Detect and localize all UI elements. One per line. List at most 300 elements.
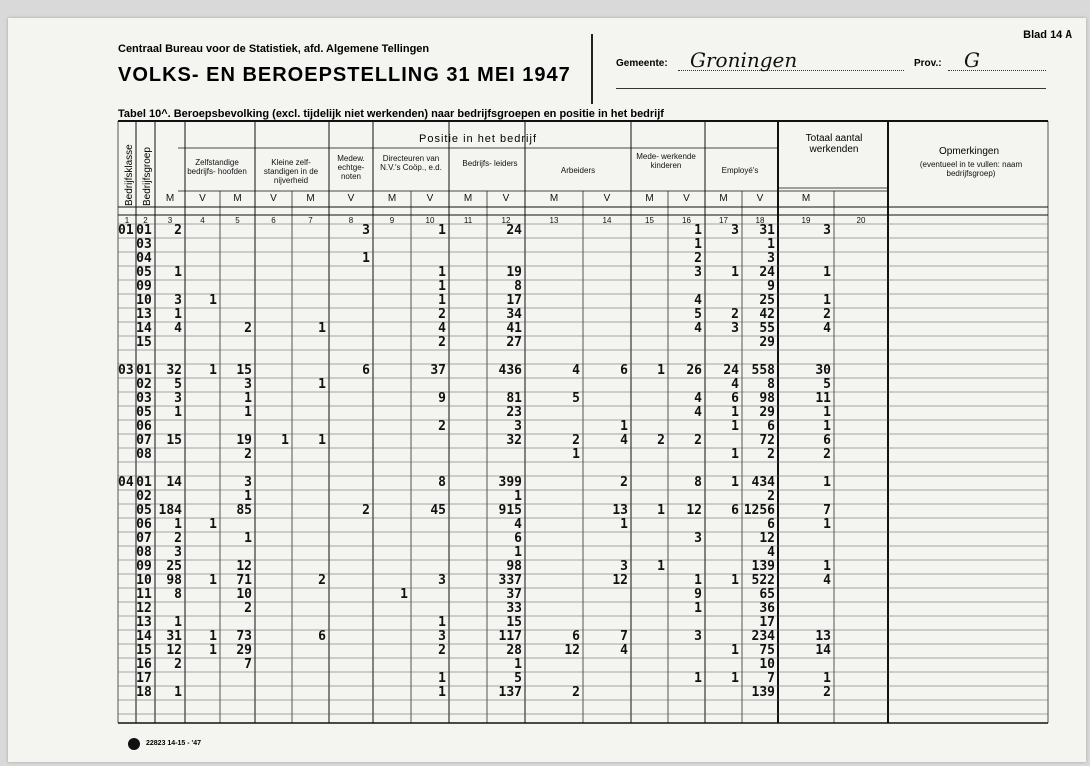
value-cell: 10 — [236, 587, 252, 602]
column-number: 9 — [389, 216, 395, 225]
value-cell: 2 — [174, 531, 182, 546]
value-cell: 1 — [318, 321, 326, 336]
bedrijfsgroep-cell: 05 — [136, 265, 152, 280]
value-cell: 7 — [823, 503, 831, 518]
header-m: M — [645, 193, 654, 204]
value-cell: 41 — [506, 321, 522, 336]
value-cell: 1 — [281, 433, 289, 448]
column-number: 17 — [719, 216, 728, 225]
value-cell: 4 — [694, 405, 702, 420]
value-cell: 1 — [731, 265, 739, 280]
column-number: 13 — [549, 216, 559, 225]
value-cell: 1 — [767, 237, 775, 252]
value-cell: 25 — [166, 559, 182, 574]
zelfstandige-header: Zelfstandige bedrijfs- hoofden — [187, 158, 247, 176]
value-cell: 73 — [236, 629, 252, 644]
value-cell: 4 — [174, 321, 182, 336]
value-cell: 1 — [209, 363, 217, 378]
value-cell: 6 — [362, 363, 370, 378]
value-cell: 3 — [823, 223, 831, 238]
column-number: 12 — [501, 216, 511, 225]
value-cell: 1 — [731, 643, 739, 658]
opmerkingen-header: Opmerkingen — [938, 146, 1000, 157]
value-cell: 1 — [657, 363, 665, 378]
header-m: M — [387, 193, 397, 204]
value-cell: 2 — [438, 643, 446, 658]
value-cell: 2 — [620, 475, 628, 490]
value-cell: 2 — [244, 321, 252, 336]
value-cell: 1 — [438, 615, 446, 630]
value-cell: 2 — [731, 307, 739, 322]
value-cell: 71 — [236, 573, 252, 588]
value-cell: 26 — [686, 363, 702, 378]
value-cell: 4 — [823, 321, 831, 336]
value-cell: 3 — [694, 629, 702, 644]
value-cell: 139 — [751, 685, 775, 700]
value-cell: 6 — [823, 433, 831, 448]
value-cell: 19 — [506, 265, 522, 280]
value-cell: 3 — [362, 223, 370, 238]
value-cell: 2 — [572, 685, 580, 700]
table-title: Tabel 10^. Beroepsbevolking (excl. tijdelijk niet werkenden) naar bedrijfsgroepen en positie in het bedrijf — [118, 108, 664, 120]
value-cell: 1 — [244, 391, 252, 406]
value-cell: 1 — [694, 573, 702, 588]
bedrijfsgroep-cell: 13 — [136, 615, 152, 630]
value-cell: 1 — [657, 559, 665, 574]
value-cell: 32 — [506, 433, 522, 448]
value-cell: 6 — [572, 629, 580, 644]
bedrijfsgroep-cell: 12 — [136, 601, 152, 616]
totaal-header: Totaal aantal werkenden — [805, 133, 863, 155]
value-cell: 1 — [694, 601, 702, 616]
value-cell: 98 — [759, 391, 775, 406]
value-cell: 15 — [236, 363, 252, 378]
value-cell: 31 — [759, 223, 775, 238]
column-number: 6 — [271, 216, 276, 225]
value-cell: 1 — [174, 615, 182, 630]
column-number: 15 — [645, 216, 654, 225]
value-cell: 31 — [166, 629, 182, 644]
header-m: M — [165, 193, 175, 204]
value-cell: 9 — [438, 391, 446, 406]
value-cell: 65 — [759, 587, 775, 602]
value-cell: 2 — [823, 685, 831, 700]
positie-header: Positie in het bedrijf — [419, 133, 537, 145]
value-cell: 522 — [751, 573, 775, 588]
value-cell: 3 — [174, 293, 182, 308]
value-cell: 14 — [815, 643, 831, 658]
value-cell: 17 — [506, 293, 522, 308]
value-cell: 2 — [174, 223, 182, 238]
value-cell: 3 — [694, 265, 702, 280]
value-cell: 3 — [244, 377, 252, 392]
column-number: 20 — [856, 216, 866, 225]
value-cell: 1 — [731, 419, 739, 434]
value-cell: 1 — [209, 643, 217, 658]
bedrijfsgroep-cell: 08 — [136, 545, 152, 560]
value-cell: 24 — [759, 265, 775, 280]
value-cell: 139 — [751, 559, 775, 574]
printer-logo-icon — [128, 738, 140, 750]
value-cell: 1 — [694, 223, 702, 238]
bedrijfsgroep-cell: 06 — [136, 419, 152, 434]
value-cell: 1 — [244, 531, 252, 546]
bedrijfsgroep-cell: 03 — [136, 237, 152, 252]
value-cell: 11 — [815, 391, 831, 406]
value-cell: 55 — [759, 321, 775, 336]
value-cell: 1 — [572, 447, 580, 462]
value-cell: 558 — [751, 363, 775, 378]
page-number-label: Blad 14 — [1023, 29, 1063, 41]
value-cell: 12 — [686, 503, 702, 518]
value-cell: 28 — [506, 643, 522, 658]
column-number: 2 — [143, 216, 148, 225]
arbeiders-header: Arbeiders — [560, 166, 596, 175]
value-cell: 8 — [514, 279, 522, 294]
value-cell: 1 — [244, 489, 252, 504]
column-number: 19 — [801, 216, 811, 225]
value-cell: 29 — [759, 405, 775, 420]
value-cell: 1 — [694, 671, 702, 686]
value-cell: 85 — [236, 503, 252, 518]
column-number: 1 — [124, 216, 130, 225]
value-cell: 1 — [438, 223, 446, 238]
column-number: 10 — [425, 216, 435, 225]
bedrijfsleiders-header: Bedrijfs- leiders — [462, 159, 518, 168]
value-cell: 4 — [694, 321, 702, 336]
value-cell: 1 — [174, 685, 182, 700]
bedrijfsgroep-cell: 01 — [136, 223, 152, 238]
value-cell: 1 — [438, 293, 446, 308]
gemeente-value: Groningen — [690, 48, 798, 72]
header-m: M — [233, 193, 242, 204]
value-cell: 3 — [694, 531, 702, 546]
bedrijfsklasse-cell: 03 — [118, 363, 134, 378]
value-cell: 1 — [209, 517, 217, 532]
prov-value: G — [964, 48, 980, 72]
value-cell: 98 — [506, 559, 522, 574]
bedrijfsgroep-cell: 06 — [136, 517, 152, 532]
value-cell: 1 — [362, 251, 370, 266]
value-cell: 24 — [723, 363, 739, 378]
column-number: 14 — [602, 216, 612, 225]
census-title: VOLKS- EN BEROEPSTELLING 31 MEI 1947 — [118, 64, 571, 86]
value-cell: 24 — [506, 223, 522, 238]
value-cell: 1 — [438, 265, 446, 280]
header-m: M — [719, 193, 728, 204]
value-cell: 42 — [759, 307, 775, 322]
opmerkingen-subheader: (eventueel in te vullen: naam bedrijfsgroep) — [919, 160, 1023, 178]
value-cell: 3 — [244, 475, 252, 490]
value-cell: 23 — [506, 405, 522, 420]
column-number: 5 — [235, 216, 240, 225]
value-cell: 1 — [694, 237, 702, 252]
header-v: V — [270, 193, 277, 204]
value-cell: 2 — [438, 307, 446, 322]
value-cell: 4 — [620, 433, 628, 448]
value-cell: 12 — [564, 643, 580, 658]
value-cell: 32 — [166, 363, 182, 378]
value-cell: 5 — [572, 391, 580, 406]
kleine-header: Kleine zelf- standigen in de nijverheid — [263, 158, 319, 185]
value-cell: 1 — [174, 265, 182, 280]
value-cell: 434 — [751, 475, 775, 490]
value-cell: 137 — [498, 685, 522, 700]
value-cell: 2 — [362, 503, 370, 518]
bedrijfsgroep-cell: 16 — [136, 657, 152, 672]
header-m: M — [306, 193, 315, 204]
value-cell: 1 — [514, 657, 522, 672]
value-cell: 1 — [823, 671, 831, 686]
page-number-suffix: A — [1065, 28, 1072, 41]
value-cell: 8 — [767, 377, 775, 392]
value-cell: 6 — [731, 503, 739, 518]
value-cell: 2 — [174, 657, 182, 672]
bedrijfsgroep-cell: 07 — [136, 433, 152, 448]
bedrijfsgroep-header: Bedrijfsgroep — [142, 147, 153, 206]
value-cell: 3 — [731, 321, 739, 336]
bedrijfsgroep-cell: 17 — [136, 671, 152, 686]
medewerkende-header: Mede- werkende kinderen — [636, 152, 696, 170]
value-cell: 1 — [620, 517, 628, 532]
value-cell: 6 — [767, 419, 775, 434]
value-cell: 6 — [318, 629, 326, 644]
footer-code: 22823 14-15 - '47 — [146, 740, 201, 747]
bedrijfsgroep-cell: 09 — [136, 559, 152, 574]
value-cell: 10 — [759, 657, 775, 672]
bedrijfsgroep-cell: 07 — [136, 531, 152, 546]
value-cell: 2 — [767, 489, 775, 504]
value-cell: 1 — [209, 573, 217, 588]
value-cell: 3 — [514, 419, 522, 434]
value-cell: 1 — [823, 559, 831, 574]
bedrijfsgroep-cell: 01 — [136, 475, 152, 490]
value-cell: 15 — [166, 433, 182, 448]
bedrijfsklasse-cell: 04 — [118, 475, 134, 490]
value-cell: 5 — [174, 377, 182, 392]
bedrijfsgroep-cell: 05 — [136, 503, 152, 518]
bureau-title: Centraal Bureau voor de Statistiek, afd. Algemene Tellingen — [118, 43, 430, 55]
value-cell: 1 — [731, 475, 739, 490]
bedrijfsgroep-cell: 15 — [136, 335, 152, 350]
value-cell: 8 — [694, 475, 702, 490]
value-cell: 1 — [244, 405, 252, 420]
value-cell: 2 — [657, 433, 665, 448]
header-v: V — [603, 193, 611, 204]
value-cell: 13 — [612, 503, 628, 518]
value-cell: 37 — [506, 587, 522, 602]
value-cell: 45 — [430, 503, 446, 518]
value-cell: 30 — [815, 363, 831, 378]
value-cell: 399 — [498, 475, 522, 490]
value-cell: 98 — [166, 573, 182, 588]
bedrijfsgroep-cell: 01 — [136, 363, 152, 378]
value-cell: 1 — [823, 419, 831, 434]
value-cell: 184 — [158, 503, 182, 518]
value-cell: 19 — [236, 433, 252, 448]
value-cell: 3 — [731, 223, 739, 238]
bedrijfsgroep-cell: 14 — [136, 629, 152, 644]
value-cell: 6 — [620, 363, 628, 378]
value-cell: 13 — [815, 629, 831, 644]
header-m: M — [801, 193, 811, 204]
value-cell: 2 — [318, 573, 326, 588]
value-cell: 1 — [731, 671, 739, 686]
value-cell: 8 — [438, 475, 446, 490]
header-m: M — [463, 193, 473, 204]
value-cell: 234 — [751, 629, 775, 644]
value-cell: 5 — [514, 671, 522, 686]
value-cell: 2 — [694, 251, 702, 266]
column-number: 7 — [308, 216, 313, 225]
value-cell: 5 — [694, 307, 702, 322]
column-number: 3 — [167, 216, 173, 225]
value-cell: 2 — [823, 447, 831, 462]
value-cell: 3 — [438, 573, 446, 588]
value-cell: 1 — [318, 433, 326, 448]
value-cell: 37 — [430, 363, 446, 378]
header-v: V — [199, 193, 206, 204]
value-cell: 6 — [731, 391, 739, 406]
value-cell: 1 — [400, 587, 408, 602]
value-cell: 4 — [767, 545, 775, 560]
bedrijfsgroep-cell: 11 — [136, 587, 152, 602]
value-cell: 9 — [767, 279, 775, 294]
value-cell: 2 — [572, 433, 580, 448]
bedrijfsklasse-cell: 01 — [118, 223, 134, 238]
bedrijfsgroep-cell: 05 — [136, 405, 152, 420]
value-cell: 12 — [612, 573, 628, 588]
bedrijfsgroep-cell: 08 — [136, 447, 152, 462]
column-number: 8 — [348, 216, 354, 225]
value-cell: 2 — [244, 447, 252, 462]
value-cell: 337 — [498, 573, 522, 588]
value-cell: 1 — [174, 517, 182, 532]
employes-header: Employé's — [721, 166, 759, 175]
value-cell: 1 — [823, 265, 831, 280]
value-cell: 3 — [438, 629, 446, 644]
value-cell: 4 — [514, 517, 522, 532]
value-cell: 3 — [174, 545, 182, 560]
census-sheet — [8, 18, 1086, 762]
value-cell: 2 — [694, 433, 702, 448]
value-cell: 72 — [759, 433, 775, 448]
bedrijfsgroep-cell: 04 — [136, 251, 152, 266]
value-cell: 4 — [438, 321, 446, 336]
bedrijfsgroep-cell: 02 — [136, 489, 152, 504]
value-cell: 5 — [823, 377, 831, 392]
value-cell: 915 — [498, 503, 522, 518]
value-cell: 4 — [823, 573, 831, 588]
value-cell: 3 — [174, 391, 182, 406]
bedrijfsgroep-cell: 03 — [136, 391, 152, 406]
prov-label: Prov.: — [914, 58, 942, 69]
value-cell: 1 — [731, 405, 739, 420]
bedrijfsgroep-cell: 10 — [136, 293, 152, 308]
value-cell: 25 — [759, 293, 775, 308]
value-cell: 1 — [438, 671, 446, 686]
value-cell: 1 — [620, 419, 628, 434]
bedrijfsgroep-cell: 13 — [136, 307, 152, 322]
value-cell: 6 — [514, 531, 522, 546]
value-cell: 7 — [244, 657, 252, 672]
bedrijfsklasse-header: Bedrijfsklasse — [124, 144, 135, 206]
value-cell: 1 — [657, 503, 665, 518]
value-cell: 4 — [731, 377, 739, 392]
value-cell: 1 — [438, 279, 446, 294]
value-cell: 12 — [759, 531, 775, 546]
bedrijfsgroep-cell: 14 — [136, 321, 152, 336]
column-number: 18 — [755, 216, 765, 225]
value-cell: 2 — [438, 419, 446, 434]
value-cell: 8 — [174, 587, 182, 602]
value-cell: 1 — [174, 307, 182, 322]
header-m: M — [549, 193, 559, 204]
value-cell: 1 — [174, 405, 182, 420]
value-cell: 75 — [759, 643, 775, 658]
header-v: V — [502, 193, 510, 204]
value-cell: 1 — [731, 573, 739, 588]
column-number: 16 — [682, 216, 691, 225]
bedrijfsgroep-cell: 18 — [136, 685, 152, 700]
medew-header: Medew. echtge- noten — [337, 154, 365, 181]
value-cell: 436 — [498, 363, 522, 378]
value-cell: 36 — [759, 601, 775, 616]
value-cell: 27 — [506, 335, 522, 350]
value-cell: 1 — [209, 629, 217, 644]
value-cell: 1 — [514, 489, 522, 504]
value-cell: 117 — [498, 629, 522, 644]
value-cell: 12 — [166, 643, 182, 658]
value-cell: 12 — [236, 559, 252, 574]
value-cell: 29 — [236, 643, 252, 658]
value-cell: 6 — [767, 517, 775, 532]
value-cell: 1 — [823, 405, 831, 420]
value-cell: 2 — [244, 601, 252, 616]
value-cell: 4 — [572, 363, 580, 378]
value-cell: 1 — [823, 517, 831, 532]
value-cell: 1 — [823, 293, 831, 308]
value-cell: 2 — [438, 335, 446, 350]
column-number: 4 — [200, 216, 205, 225]
column-number: 11 — [463, 216, 473, 225]
value-cell: 3 — [767, 251, 775, 266]
gemeente-label: Gemeente: — [616, 58, 668, 69]
value-cell: 34 — [506, 307, 522, 322]
value-cell: 3 — [620, 559, 628, 574]
value-cell: 1 — [209, 293, 217, 308]
value-cell: 1 — [438, 685, 446, 700]
header-v: V — [756, 193, 764, 204]
bedrijfsgroep-cell: 02 — [136, 377, 152, 392]
value-cell: 33 — [506, 601, 522, 616]
value-cell: 1 — [514, 545, 522, 560]
value-cell: 2 — [767, 447, 775, 462]
value-cell: 14 — [166, 475, 182, 490]
header-v: V — [347, 193, 355, 204]
value-cell: 4 — [620, 643, 628, 658]
bedrijfsgroep-cell: 15 — [136, 643, 152, 658]
value-cell: 4 — [694, 293, 702, 308]
value-cell: 1 — [318, 377, 326, 392]
value-cell: 29 — [759, 335, 775, 350]
value-cell: 7 — [620, 629, 628, 644]
bedrijfsgroep-cell: 09 — [136, 279, 152, 294]
value-cell: 4 — [694, 391, 702, 406]
header-v: V — [683, 193, 690, 204]
value-cell: 7 — [767, 671, 775, 686]
value-cell: 1 — [731, 447, 739, 462]
